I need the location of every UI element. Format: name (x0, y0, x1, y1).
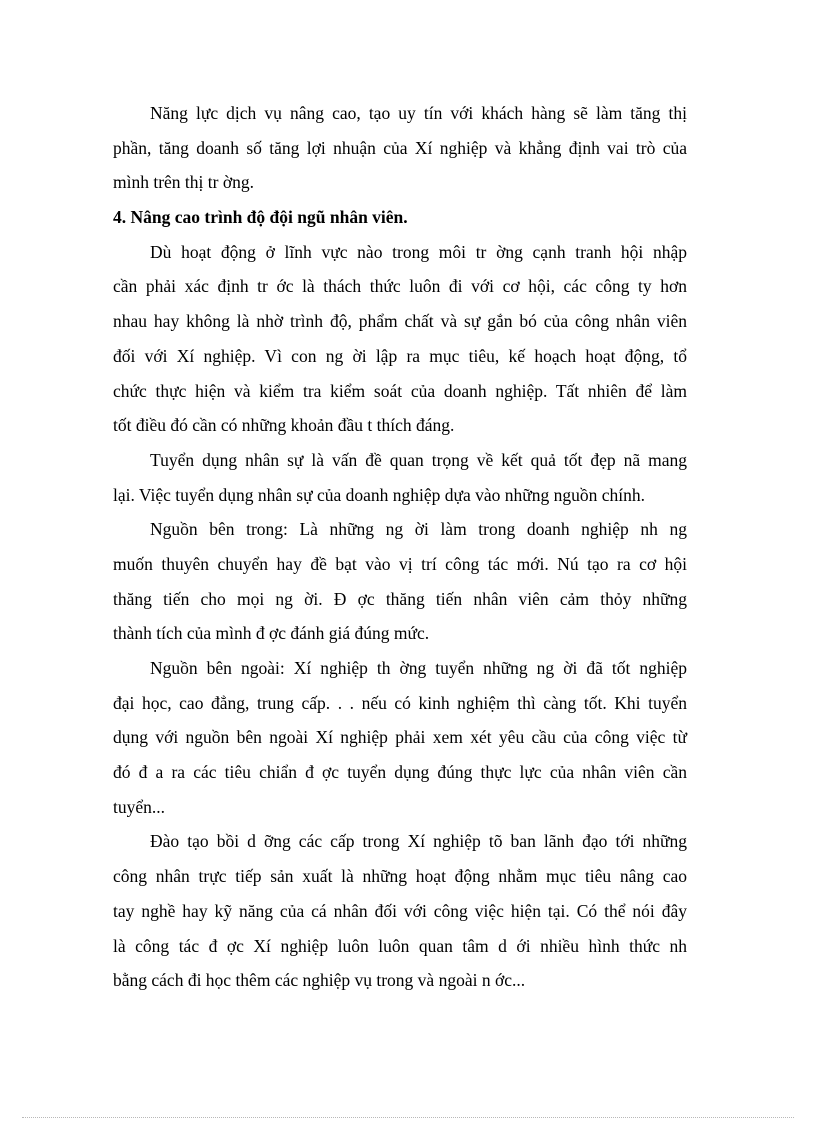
text-line: phần, tăng doanh số tăng lợi nhuận của Xí nghiệp và khẳng định vai trò của (113, 137, 687, 158)
text-line: mình trên thị tr ờng. (113, 172, 254, 193)
text-line: thành tích của mình đ ợc đánh giá đúng mức. (113, 623, 430, 644)
text-line: đại học, cao đẳng, trung cấp. . . nếu có kinh nghiệm thì càng tốt. Khi tuyển (113, 692, 687, 713)
text-line: là công tác đ ợc Xí nghiệp luôn luôn quan tâm d ới nhiều hình thức nh (113, 935, 687, 956)
text-line: tốt điều đó cần có những khoản đầu t thích đáng. (113, 415, 455, 436)
text-line: lại. Việc tuyển dụng nhân sự của doanh nghiệp dựa vào những nguồn chính. (113, 484, 646, 505)
text-line: Đào tạo bồi d ỡng các cấp trong Xí nghiệp tõ ban lãnh đạo tới những (150, 831, 687, 852)
text-line: muốn thuyên chuyển hay đề bạt vào vị trí công tác mới. Nú tạo ra cơ hội (113, 553, 687, 574)
text-line: nhau hay không là nhờ trình độ, phẩm chất và sự gắn bó của công nhân viên (113, 311, 687, 332)
text-line: tay nghề hay kỹ năng của cá nhân đối với công việc hiện tại. Có thể nói đây (113, 900, 687, 921)
paragraph-recruitment (113, 443, 687, 512)
text-line: chức thực hiện và kiểm tra kiểm soát của doanh nghiệp. Tất nhiên để làm (113, 380, 687, 401)
paragraph-internal-source (113, 512, 687, 651)
text-line: tuyển... (113, 796, 166, 817)
text-line: dụng với nguồn bên ngoài Xí nghiệp phải xem xét yêu cầu của công việc từ (113, 727, 687, 748)
text-line: Năng lực dịch vụ nâng cao, tạo uy tín với khách hàng sẽ làm tăng thị (150, 103, 687, 123)
text-line: Nguồn bên ngoài: Xí nghiệp th ờng tuyển những ng ời đã tốt nghiệp (150, 658, 687, 678)
paragraph-external-source (113, 651, 687, 824)
document-body (113, 96, 687, 998)
text-line: Tuyển dụng nhân sự là vấn đề quan trọng về kết quả tốt đẹp nã mang (150, 449, 687, 470)
text-line: Nguồn bên trong: Là những ng ời làm trong doanh nghiệp nh ng (150, 519, 687, 540)
heading-line: 4. Nâng cao trình độ đội ngũ nhân viên. (113, 207, 408, 228)
paragraph-training (113, 824, 687, 997)
text-line: đối với Xí nghiệp. Vì con ng ời lập ra mục tiêu, kế hoạch hoạt động, tổ (113, 345, 687, 366)
paragraph-competition (113, 235, 687, 443)
section-heading (113, 200, 687, 235)
text-line: thăng tiến cho mọi ng ời. Đ ợc thăng tiến nhân viên cảm thỏy những (113, 588, 687, 609)
text-line: đó đ a ra các tiêu chiẩn đ ợc tuyển dụng đúng thực lực của nhân viên cần (113, 762, 687, 783)
text-line: cần phải xác định tr ớc là thách thức luôn đi với cơ hội, các công ty hơn (113, 276, 687, 297)
page-bottom-divider (22, 1117, 794, 1118)
text-line: bằng cách đi học thêm các nghiệp vụ trong và ngoài n ớc... (113, 970, 526, 991)
paragraph-market-share (113, 96, 687, 200)
text-line: công nhân trực tiếp sản xuất là những hoạt động nhằm mục tiêu nâng cao (113, 866, 687, 887)
text-line: Dù hoạt động ở lĩnh vực nào trong môi tr ờng cạnh tranh hội nhập (150, 241, 687, 262)
